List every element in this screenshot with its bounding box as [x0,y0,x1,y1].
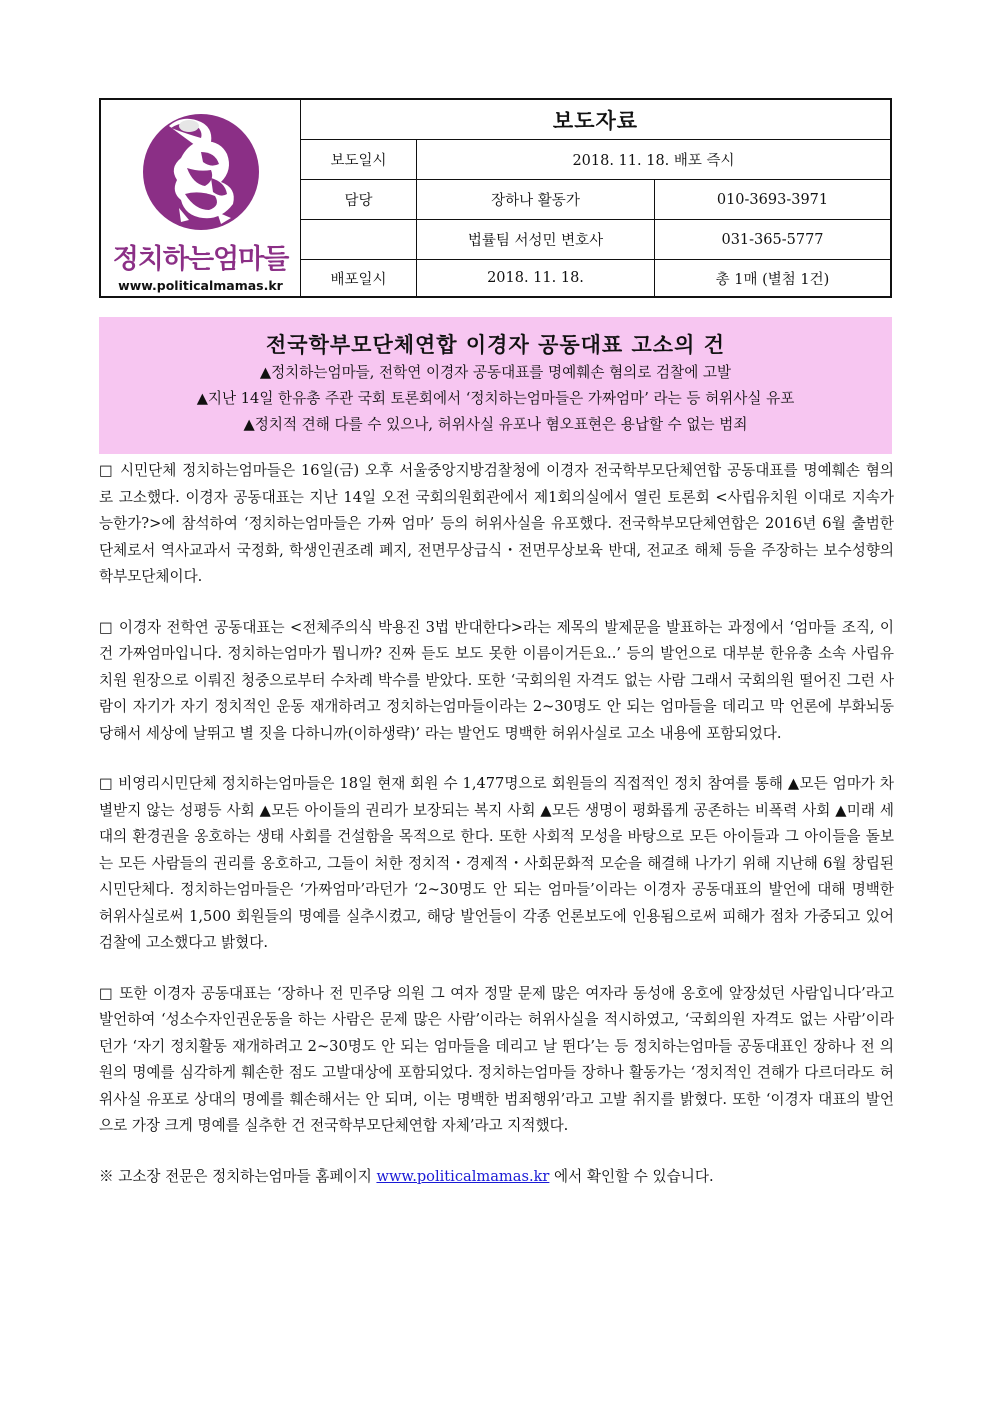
headline: 전국학부모단체연합 이경자 공동대표 고소의 건 [266,332,725,357]
info-table [301,100,890,296]
date-row [301,140,890,180]
paragraph: □ 이경자 전학연 공동대표는 <전체주의식 박용진 3법 반대한다>라는 제목의 발제문을 발표하는 과정에서 ‘엄마들 조직, 이건 가짜엄마입니다. 정치하는엄마가 뭡니까? 진짜 듣도 보도 못한 이름이거든요..’ 등의 발언으로 대부분 한유총 소속 사립유치원 원장으로 이뤄진 청중으로부터 수차례 박수를 받았다. 또한 ‘국회의원 자격도 없는 사람 그래서 국회의원 떨어진 그런 사람이 자기가 자기 정치적인 운동 재개하려고 정치하는엄마들이라는 2~30명도 안 되는 엄마들을 데리고 막 언론에 부화뇌동 당해서 세상에 날뛰고 별 짓을 다하니까(이하생략)’ 라는 발언도 명백한 허위사실로 고소 내용에 포함되었다. [99,618,894,742]
summary-bullet: ▲정치하는엄마들, 전학연 이경자 공동대표를 명예훼손 혐의로 검찰에 고발 [259,364,732,381]
paragraph: □ 비영리시민단체 정치하는엄마들은 18일 현재 회원 수 1,477명으로 회원들의 직접적인 정치 참여를 통해 ▲모든 엄마가 차별받지 않는 성평등 사회 ▲모든 아이들의 권리가 보장되는 복지 사회 ▲모든 생명이 평화롭게 공존하는 비폭력 사회 ▲미래 세대의 환경권을 옹호하는 생태 사회를 건설함을 목적으로 한다. 또한 사회적 모성을 바탕으로 모든 아이들과 그 아이들을 돌보는 모든 사람들의 권리를 옹호하고, 그들이 처한 정치적・경제적・사회문화적 모순을 해결해 나가기 위해 지난해 6월 창립된 시민단체다. 정치하는엄마들은 ‘가짜엄마’라던가 ‘2~30명도 안 되는 엄마들’이라는 이경자 공동대표의 발언에 대해 명백한 허위사실로써 1,500 회원들의 명예를 실추시켰고, 해당 발언들이 각종 언론보도에 인용됨으로써 피해가 점차 가중되고 있어 검찰에 고소했다고 밝혔다. [99,775,894,951]
contact2-phone: 031-365-5777 [721,231,824,248]
political-mamas-logo-icon [141,108,261,233]
contact-label-empty [301,220,417,259]
dist-pages: 총 1매 (별첨 1건) [715,271,830,288]
logo [101,100,301,296]
paragraph: □ 또한 이경자 공동대표는 ‘장하나 전 민주당 의원 그 여자 정말 문제 많은 여자라 동성애 옹호에 앞장섰던 사람입니다’라고 발언하여 ‘성소수자인권운동을 하는 사람은 문제 많은 사람’이라는 허위사실을 적시하였고, ‘국회의원 자격도 없는 사람’이라던가 ‘자기 정치활동 재개하려고 2~30명도 안 되는 엄마들을 데리고 날 뛴다’는 등 정치하는엄마들 공동대표인 장하나 전 의원의 명예를 심각하게 훼손한 점도 고발대상에 포함되었다. 정치하는엄마들 장하나 활동가는 ‘정치적인 견해가 다르더라도 허위사실 유포로 상대의 명예를 훼손해서는 안 되며, 이는 명백한 범죄행위’라고 고발 취지를 밝혔다. 또한 ‘이경자 대표의 발언으로 가장 크게 명예를 실추한 건 전국학부모단체연합 자체’라고 지적했다. [99,984,894,1134]
contact-label: 담당 [301,180,417,219]
homepage-link[interactable]: www.politicalmamas.kr [376,1167,550,1185]
article-body [99,458,894,1190]
footnote-prefix: ※ 고소장 전문은 정치하는엄마들 홈페이지 [99,1167,377,1185]
dist-date: 2018. 11. 18. [417,260,655,296]
summary-box [99,317,892,454]
document-title: 보도자료 [301,100,890,140]
contact1-phone: 010-3693-3971 [716,191,829,208]
date-label: 보도일시 [301,140,417,179]
dist-label: 배포일시 [301,260,417,296]
date-value: 2018. 11. 18. 배포 즉시 [572,153,735,169]
contact1-name: 장하나 활동가 [417,180,655,219]
press-release-header [99,98,892,298]
logo-url: www.politicalmamas.kr [118,278,283,293]
summary-bullet: ▲정치적 견해 다를 수 있으나, 허위사실 유포나 혐오표현은 용납할 수 없는 범죄 [243,416,748,433]
summary-bullet: ▲지난 14일 한유총 주관 국회 토론회에서 ‘정치하는엄마들은 가짜엄마’ 라는 등 허위사실 유포 [196,390,795,407]
contact2-name: 법률팀 서성민 변호사 [417,220,655,259]
footnote [99,1164,894,1191]
logo-name: 정치하는엄마들 [112,244,289,275]
footnote-suffix: 에서 확인할 수 있습니다. [549,1167,714,1185]
distribution-row [301,260,890,296]
paragraph: □ 시민단체 정치하는엄마들은 16일(금) 오후 서울중앙지방검찰청에 이경자 전국학부모단체연합 공동대표를 명예훼손 혐의로 고소했다. 이경자 공동대표는 지난 14일 오전 국회의원회관에서 제1회의실에서 열린 토론회 <사립유치원 이대로 지속가능한가?>에 참석하여 ‘정치하는엄마들은 가짜 엄마’ 등의 허위사실을 유포했다. 전국학부모단체연합은 2016년 6월 출범한 단체로서 역사교과서 국정화, 학생인권조례 폐지, 전면무상급식・전면무상보육 반대, 전교조 해체 등을 주장하는 보수성향의 학부모단체이다. [99,462,894,585]
contact-row-1 [301,180,890,220]
contact-row-2 [301,220,890,260]
